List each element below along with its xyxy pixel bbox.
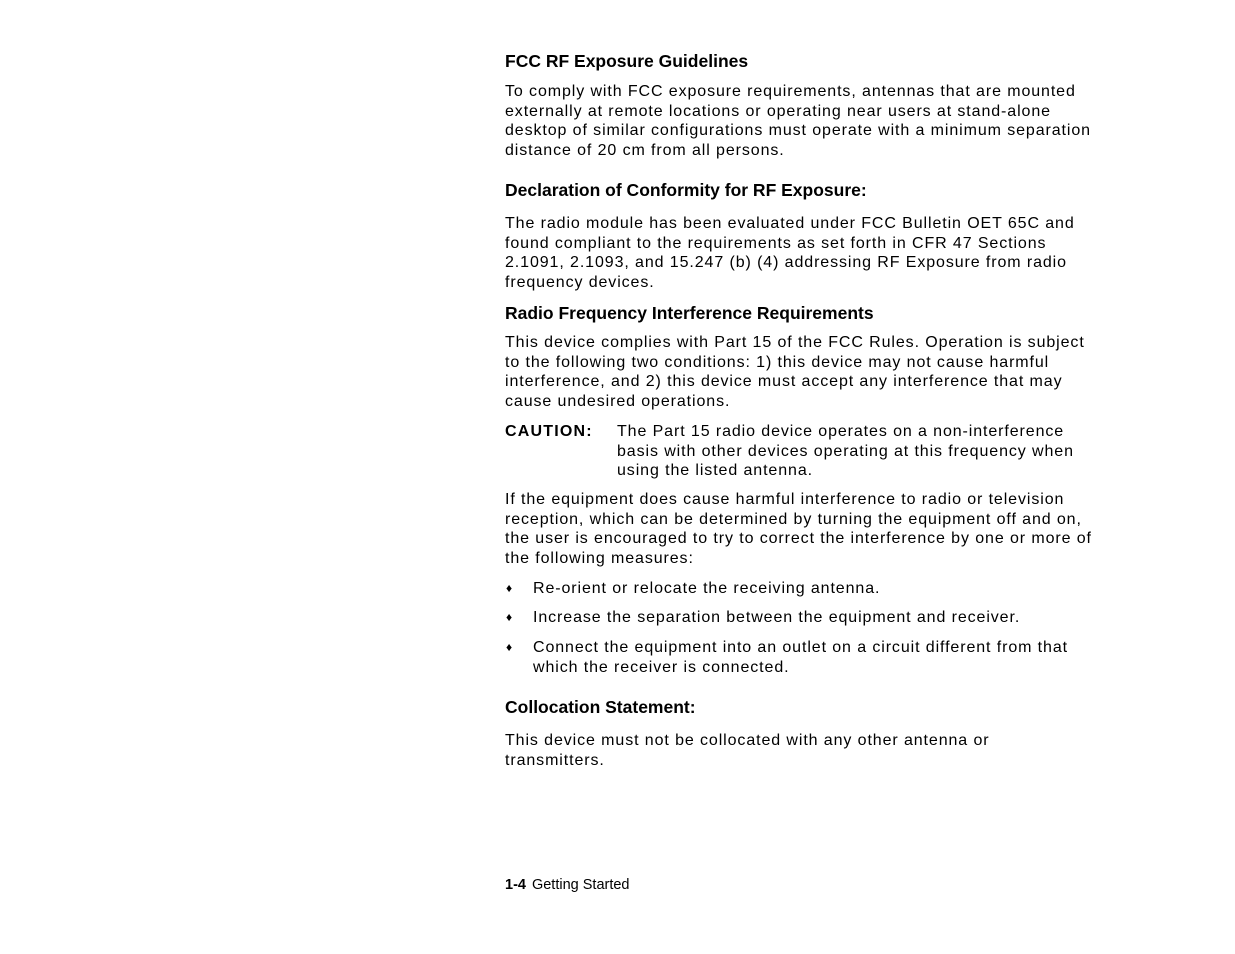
text-line: 2.1091, 2.1093, and 15.247 (b) (4) addressing RF Exposure from radio xyxy=(505,254,1067,272)
text-line: This device complies with Part 15 of the FCC Rules. Operation is subject xyxy=(505,334,1085,351)
list-item-text: Increase the separation between the equipment and receiver. xyxy=(533,609,1021,626)
text-line: The Part 15 radio device operates on a non-interference xyxy=(617,423,1065,440)
chapter-title: Getting Started xyxy=(531,877,630,893)
text-line: the user is encouraged to try to correct the interference by one or more of xyxy=(505,530,1092,548)
paragraph-fcc-rf-exposure xyxy=(505,82,1165,161)
heading-collocation-statement: Collocation Statement: xyxy=(505,697,696,717)
text-line: found compliant to the requirements as set forth in CFR 47 Sections xyxy=(505,234,1047,252)
text-line: This device must not be collocated with any other antenna or xyxy=(505,732,990,749)
diamond-bullet-icon: ♦ xyxy=(506,610,514,624)
heading-fcc-rf-exposure: FCC RF Exposure Guidelines xyxy=(505,51,749,71)
list-item-text: Connect the equipment into an outlet on a circuit different from that xyxy=(533,639,1068,656)
text-line: using the listed antenna. xyxy=(617,462,813,480)
text-line: To comply with FCC exposure requirements, antennas that are mounted xyxy=(505,83,1076,100)
text-line: transmitters. xyxy=(505,751,605,769)
diamond-bullet-icon: ♦ xyxy=(506,581,514,595)
text-line: basis with other devices operating at this frequency when xyxy=(617,442,1074,460)
text-line: the following measures: xyxy=(505,550,694,568)
caution-label: CAUTION: xyxy=(505,423,593,440)
heading-declaration-of-conformity: Declaration of Conformity for RF Exposure: xyxy=(505,180,867,200)
list-item-text: which the receiver is connected. xyxy=(533,658,790,676)
paragraph-rfi xyxy=(505,333,1165,412)
text-line: externally at remote locations or operating near users at stand-alone xyxy=(505,102,1051,120)
paragraph-collocation xyxy=(505,731,1165,770)
text-line: distance of 20 cm from all persons. xyxy=(505,142,785,160)
text-line: The radio module has been evaluated under FCC Bulletin OET 65C and xyxy=(505,215,1075,232)
text-line: interference, and 2) this device must accept any interference that may xyxy=(505,373,1063,391)
diamond-bullet-icon: ♦ xyxy=(506,640,514,654)
page-footer xyxy=(505,877,630,893)
paragraph-declaration xyxy=(505,214,1165,293)
text-line: cause undesired operations. xyxy=(505,393,731,411)
caution-text xyxy=(617,422,1074,481)
paragraph-measures xyxy=(505,490,1165,569)
text-line: If the equipment does cause harmful interference to radio or television xyxy=(505,491,1065,508)
heading-radio-frequency-interference: Radio Frequency Interference Requirements xyxy=(505,303,874,323)
page-number: 1-4 xyxy=(505,877,526,893)
text-line: reception, which can be determined by turning the equipment off and on, xyxy=(505,510,1082,528)
text-line: to the following two conditions: 1) this device may not cause harmful xyxy=(505,353,1050,371)
list-item-text: Re-orient or relocate the receiving antenna. xyxy=(533,580,881,597)
text-line: frequency devices. xyxy=(505,274,655,292)
text-line: desktop of similar configurations must operate with a minimum separation xyxy=(505,122,1091,140)
